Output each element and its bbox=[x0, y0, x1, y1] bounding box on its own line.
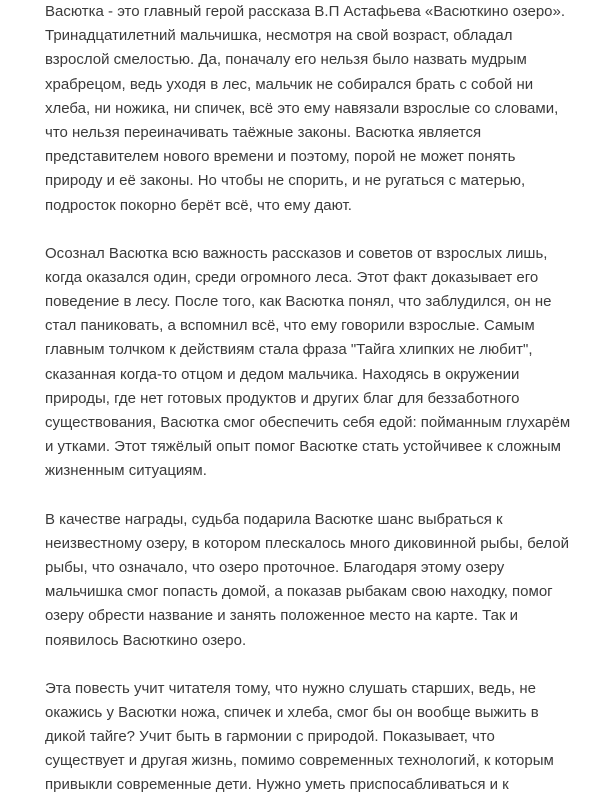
text-line: стал паниковать, а вспомнил всё, что ему говорили взрослые. Самым bbox=[45, 317, 535, 335]
text-line: поведение в лесу. После того, как Васютка понял, что заблудился, он не bbox=[45, 293, 552, 311]
paragraph-3 bbox=[45, 508, 602, 653]
article-body bbox=[45, 0, 602, 798]
text-line: существует и другая жизнь, помимо современных технологий, к которым bbox=[45, 752, 554, 770]
text-line: сказанная когда-то отцом и дедом мальчика. Находясь в окружении bbox=[45, 365, 520, 383]
text-line: природы, где нет готовых продуктов и других благ для беззаботного bbox=[45, 389, 520, 407]
text-line: жизненным ситуациям. bbox=[45, 462, 207, 480]
paragraph-1 bbox=[45, 0, 602, 218]
text-line: Васютка - это главный герой рассказа В.П Астафьева «Васюткино озеро». bbox=[45, 3, 566, 20]
text-line: взрослой смелостью. Да, поначалу его нельзя было назвать мудрым bbox=[45, 51, 527, 69]
text-line: что нельзя переиначивать таёжные законы. Васютка является bbox=[45, 123, 482, 141]
text-line: привыкли современные дети. Нужно уметь приспосабливаться и к bbox=[45, 776, 509, 794]
text-line: природу и её законы. Но чтобы не спорить, и не ругаться с матерью, bbox=[45, 172, 526, 190]
text-line: главным толчком к действиям стала фраза "Тайга хлипких не любит", bbox=[45, 341, 533, 359]
text-line: хлеба, ни ножика, ни спичек, всё это ему навязали взрослые со словами, bbox=[45, 99, 559, 117]
text-line: Эта повесть учит читателя тому, что нужно слушать старших, ведь, не bbox=[45, 679, 536, 697]
text-line: храбрецом, ведь уходя в лес, мальчик не собирался брать с собой ни bbox=[45, 75, 534, 93]
text-line: Тринадцатилетний мальчишка, несмотря на свой возраст, обладал bbox=[45, 27, 513, 45]
text-line: Осознал Васютка всю важность рассказов и советов от взрослых лишь, bbox=[45, 244, 548, 262]
paragraph-2 bbox=[45, 242, 602, 484]
text-line: когда оказался один, среди огромного леса. Этот факт доказывает его bbox=[45, 268, 539, 286]
text-line: В качестве награды, судьба подарила Васютке шанс выбраться к bbox=[45, 510, 503, 528]
text-line: мальчишка смог попасть домой, а показав рыбакам свою находку, помог bbox=[45, 583, 553, 601]
paragraph-4 bbox=[45, 677, 602, 798]
text-line: окажись у Васютки ножа, спичек и хлеба, смог бы он вообще выжить в bbox=[45, 703, 539, 721]
text-line: дикой тайге? Учит быть в гармонии с природой. Показывает, что bbox=[45, 728, 495, 746]
text-line: неизвестному озеру, в котором плескалось много диковинной рыбы, белой bbox=[45, 534, 570, 552]
text-line: и утками. Этот тяжёлый опыт помог Васютке стать устойчивее к сложным bbox=[45, 438, 561, 456]
text-line: существования, Васютка смог обеспечить себя едой: пойманным глухарём bbox=[45, 414, 571, 431]
text-line: рыбы, что означало, что озеро проточное. Благодаря этому озеру bbox=[45, 558, 505, 576]
text-line: представителем нового времени и поэтому, порой не может понять bbox=[45, 148, 516, 166]
text-line: подросток покорно берёт всё, что ему дают. bbox=[45, 196, 352, 214]
text-line: озеру обрести название и занять положенное место на карте. Так и bbox=[45, 607, 519, 625]
text-line: появилось Васюткино озеро. bbox=[45, 631, 247, 649]
